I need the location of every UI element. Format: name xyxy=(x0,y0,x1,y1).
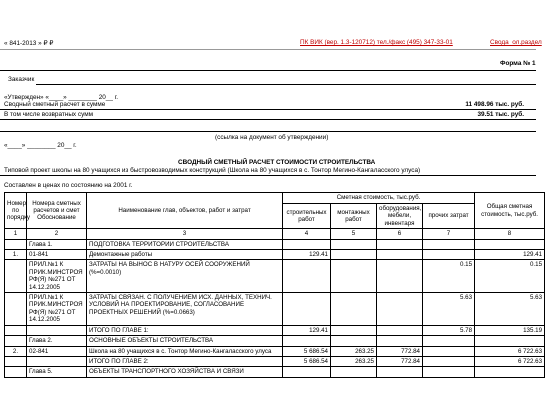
row-total: 135.19 xyxy=(475,325,545,335)
approved-line: «Утвержден» «____» ________ 20__ г. xyxy=(4,94,119,101)
table-row xyxy=(5,293,545,326)
summary-value-2: 39.51 тыс. руб. xyxy=(477,111,524,118)
row-number: 1. xyxy=(5,250,27,260)
row-equipment: 772.84 xyxy=(377,356,423,366)
header-install: монтажных работ xyxy=(331,204,377,229)
row-equipment xyxy=(377,293,423,326)
header-documents: Номера сметных расчетов и смет Обоснование xyxy=(27,193,87,229)
row-build: 5 686.54 xyxy=(283,346,331,356)
row-number xyxy=(5,336,27,346)
row-install: 263.25 xyxy=(331,346,377,356)
table-row xyxy=(5,239,545,249)
table-row xyxy=(5,250,545,260)
col-number: 4 xyxy=(283,229,331,239)
col-number: 8 xyxy=(475,229,545,239)
header-right: Свода_ол.раздел xyxy=(490,39,542,46)
row-number xyxy=(5,260,27,293)
table-row xyxy=(5,325,545,335)
table-row xyxy=(5,260,545,293)
row-other: 5.78 xyxy=(423,325,475,335)
customer-line xyxy=(36,84,536,85)
row-document: Глава 5. xyxy=(27,367,87,377)
col-number: 1 xyxy=(5,229,27,239)
summary-divider-1 xyxy=(0,109,536,110)
table-row xyxy=(5,346,545,356)
document-reference: (ссылка на документ об утверждении) xyxy=(215,134,329,141)
row-number xyxy=(5,356,27,366)
row-install: 263.25 xyxy=(331,356,377,366)
row-build xyxy=(283,239,331,249)
col-number: 7 xyxy=(423,229,475,239)
row-other xyxy=(423,356,475,366)
row-total: 6 722.63 xyxy=(475,346,545,356)
col-number: 6 xyxy=(377,229,423,239)
row-number xyxy=(5,293,27,326)
row-other xyxy=(423,250,475,260)
row-build xyxy=(283,260,331,293)
row-total xyxy=(475,239,545,249)
row-number xyxy=(5,239,27,249)
row-build: 5 686.54 xyxy=(283,356,331,366)
row-document: Глава 2. xyxy=(27,336,87,346)
row-total: 5.63 xyxy=(475,293,545,326)
subtitle-line xyxy=(0,175,536,176)
header-build: строительных работ xyxy=(283,204,331,229)
row-equipment xyxy=(377,260,423,293)
row-name: ЗАТРАТЫ СВЯЗАН. С ПОЛУЧЕНИЕМ ИСХ. ДАННЫХ, ТЕХНИЧ. УСЛОВИЙ НА ПРОЕКТИРОВАНИЕ, СОГЛАСОВАНИЕ ПРОЕКТНЫХ РЕШЕНИЙ (%=0.0663) xyxy=(87,293,283,326)
date-line: «____» ________ 20__ г. xyxy=(4,142,77,149)
header-total: Общая сметная стоимость, тыс.руб. xyxy=(475,193,545,229)
row-install xyxy=(331,250,377,260)
row-other xyxy=(423,346,475,356)
row-number xyxy=(5,325,27,335)
row-install xyxy=(331,325,377,335)
document-title: СВОДНЫЙ СМЕТНЫЙ РАСЧЕТ СТОИМОСТИ СТРОИТЕЛЬСТВА xyxy=(178,159,376,166)
row-name: ОСНОВНЫЕ ОБЪЕКТЫ СТРОИТЕЛЬСТВА xyxy=(87,336,283,346)
row-equipment xyxy=(377,336,423,346)
row-document: 01-841 xyxy=(27,250,87,260)
row-number: 2. xyxy=(5,346,27,356)
header-divider xyxy=(0,49,536,50)
summary-value-1: 11 498.96 тыс. руб. xyxy=(465,101,524,108)
row-document xyxy=(27,356,87,366)
row-install xyxy=(331,336,377,346)
summary-label-2: В том числе возвратных сумм xyxy=(4,111,93,118)
row-build xyxy=(283,336,331,346)
row-total: 129.41 xyxy=(475,250,545,260)
row-document: ПРИЛ.№1 К ПРИК.МИНСТРОЯ РФ(Я) №271 ОТ 14.12.2005 xyxy=(27,260,87,293)
header-equipment: оборудования, мебели, инвентаря xyxy=(377,204,423,229)
header-number: Номер по порядку xyxy=(5,193,27,229)
row-total: 0.15 xyxy=(475,260,545,293)
col-number: 5 xyxy=(331,229,377,239)
row-name: ОБЪЕКТЫ ТРАНСПОРТНОГО ХОЗЯЙСТВА И СВЯЗИ xyxy=(87,367,283,377)
row-document xyxy=(27,325,87,335)
row-total: 6 722.63 xyxy=(475,356,545,366)
estimate-table xyxy=(4,192,545,378)
table-row xyxy=(5,336,545,346)
ref-line xyxy=(0,131,536,132)
customer-label: Заказчик xyxy=(8,76,35,83)
header-left: « 841-2013 » ₽ ₽ xyxy=(4,40,54,47)
row-total xyxy=(475,367,545,377)
row-name: Школа на 80 учащихся в с. Тонтор Мегино-Кангаласского улуса xyxy=(87,346,283,356)
row-document: ПРИЛ.№1 К ПРИК.МИНСТРОЯ РФ(Я) №271 ОТ 14.12.2005 xyxy=(27,293,87,326)
row-other xyxy=(423,239,475,249)
row-install xyxy=(331,260,377,293)
form-divider xyxy=(0,70,536,71)
header-cost-group: Сметная стоимость, тыс.руб. xyxy=(283,193,475,204)
row-document: Глава 1. xyxy=(27,239,87,249)
row-name: ИТОГО ПО ГЛАВЕ 2: xyxy=(87,356,283,366)
row-build: 129.41 xyxy=(283,325,331,335)
row-install xyxy=(331,239,377,249)
row-name: Демонтажные работы xyxy=(87,250,283,260)
row-name: ЗАТРАТЫ НА ВЫНОС В НАТУРУ ОСЕЙ СООРУЖЕНИЙ (%=0.0010) xyxy=(87,260,283,293)
col-number: 2 xyxy=(27,229,87,239)
row-other xyxy=(423,336,475,346)
row-other: 0.15 xyxy=(423,260,475,293)
header-center: ПК ВИК (вер. 1.3-120712) тел./факс (495) 347-33-01 xyxy=(300,39,453,46)
row-install xyxy=(331,367,377,377)
row-document: 02-841 xyxy=(27,346,87,356)
row-total xyxy=(475,336,545,346)
document-subtitle: Типовой проект школы на 80 учащихся из быстровозводимых конструкций (Школа на 80 учащихся в с. Тонтор Мегино-Кангаласского улуса) xyxy=(4,167,421,174)
row-number xyxy=(5,367,27,377)
row-name: ИТОГО ПО ГЛАВЕ 1: xyxy=(87,325,283,335)
table-row xyxy=(5,367,545,377)
row-equipment xyxy=(377,325,423,335)
row-other: 5.63 xyxy=(423,293,475,326)
row-build xyxy=(283,293,331,326)
row-equipment xyxy=(377,250,423,260)
col-number: 3 xyxy=(87,229,283,239)
row-name: ПОДГОТОВКА ТЕРРИТОРИИ СТРОИТЕЛЬСТВА xyxy=(87,239,283,249)
table-row xyxy=(5,356,545,366)
row-install xyxy=(331,293,377,326)
form-number: Форма № 1 xyxy=(500,60,536,67)
prices-basis: Составлен в ценах по состоянию на 2001 г. xyxy=(4,182,133,189)
row-build: 129.41 xyxy=(283,250,331,260)
summary-divider-2 xyxy=(0,119,536,120)
row-other xyxy=(423,367,475,377)
header-name: Наименование глав, объектов, работ и затрат xyxy=(87,193,283,229)
row-equipment xyxy=(377,239,423,249)
row-equipment xyxy=(377,367,423,377)
summary-label-1: Сводный сметный расчет в сумме xyxy=(4,101,106,108)
row-build xyxy=(283,367,331,377)
row-equipment: 772.84 xyxy=(377,346,423,356)
header-other: прочих затрат xyxy=(423,204,475,229)
